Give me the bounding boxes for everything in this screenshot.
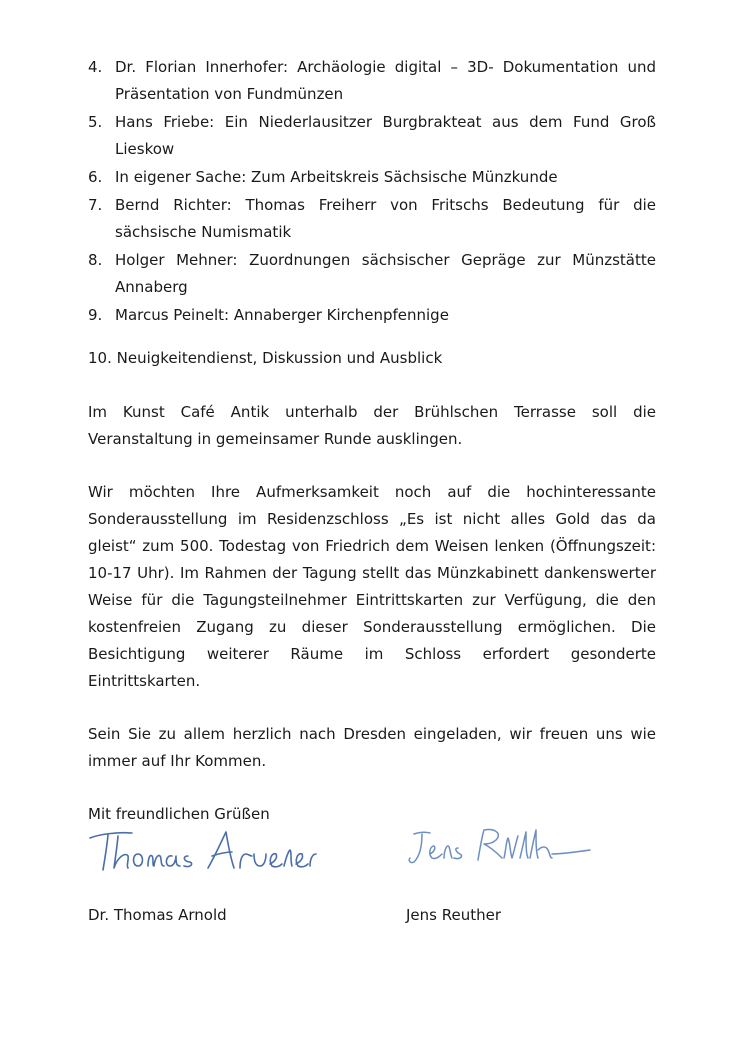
agenda-item-text: Marcus Peinelt: Annaberger Kirchenpfennige — [115, 306, 449, 324]
agenda-list — [88, 54, 656, 329]
agenda-item-number: 9. — [88, 306, 103, 324]
agenda-item-number: 8. — [88, 251, 103, 269]
agenda-item-number: 7. — [88, 196, 103, 214]
handwritten-signature-left — [88, 824, 318, 884]
agenda-item-text: Hans Friebe: Ein Niederlausitzer Burgbrakteat aus dem Fund Groß Lieskow — [115, 113, 656, 158]
closing-salutation: Mit freundlichen Grüßen — [88, 805, 270, 823]
agenda-item-text: Dr. Florian Innerhofer: Archäologie digital – 3D- Dokumentation und Präsentation von Fundmünzen — [115, 58, 656, 103]
agenda-item — [88, 109, 656, 163]
signatory-name-left: Dr. Thomas Arnold — [88, 906, 227, 924]
agenda-item-number: 4. — [88, 58, 103, 76]
agenda-item — [88, 192, 656, 246]
handwritten-signature-right — [406, 824, 596, 874]
signature-row — [88, 824, 656, 894]
agenda-item — [88, 54, 656, 108]
exhibition-paragraph: Wir möchten Ihre Aufmerksamkeit noch auf die hochinteressante Sonderausstellung im Residenzschloss „Es ist nicht alles Gold das da gleist“ zum 500. Todestag von Friedrich dem Weisen lenken (Öffnungszeit: 10-17 Uhr). Im Rahmen der Tagung stellt das Münzkabinett dankenswerter Weise für die Tagungsteilnehmer Eintrittskarten zur Verfügung, die den kostenfreien Zugang zu dieser Sonderausstellung ermöglichen. Die Besichtigung weiterer Räume im Schloss erfordert gesonderte Eintrittskarten. — [88, 483, 656, 690]
letter-page — [88, 54, 656, 924]
agenda-item-text: In eigener Sache: Zum Arbeitskreis Sächsische Münzkunde — [115, 168, 558, 186]
signatory-name-right: Jens Reuther — [406, 906, 502, 924]
signature-jens-reuther — [406, 824, 596, 874]
agenda-item — [88, 247, 656, 301]
agenda-item-number: 5. — [88, 113, 103, 131]
agenda-item-number: 6. — [88, 168, 103, 186]
agenda-item-10: 10. Neuigkeitendienst, Diskussion und Ausblick — [88, 349, 443, 367]
signature-thomas-arnold — [88, 824, 318, 884]
agenda-item-text: Bernd Richter: Thomas Freiherr von Fritschs Bedeutung für die sächsische Numismatik — [115, 196, 656, 241]
agenda-item-text: Holger Mehner: Zuordnungen sächsischer Gepräge zur Münzstätte Annaberg — [115, 251, 656, 296]
cafe-paragraph: Im Kunst Café Antik unterhalb der Brühlschen Terrasse soll die Veranstaltung in gemeinsamer Runde ausklingen. — [88, 403, 656, 448]
agenda-item — [88, 302, 656, 329]
invitation-paragraph: Sein Sie zu allem herzlich nach Dresden eingeladen, wir freuen uns wie immer auf Ihr Kommen. — [88, 725, 656, 770]
agenda-item — [88, 164, 656, 191]
